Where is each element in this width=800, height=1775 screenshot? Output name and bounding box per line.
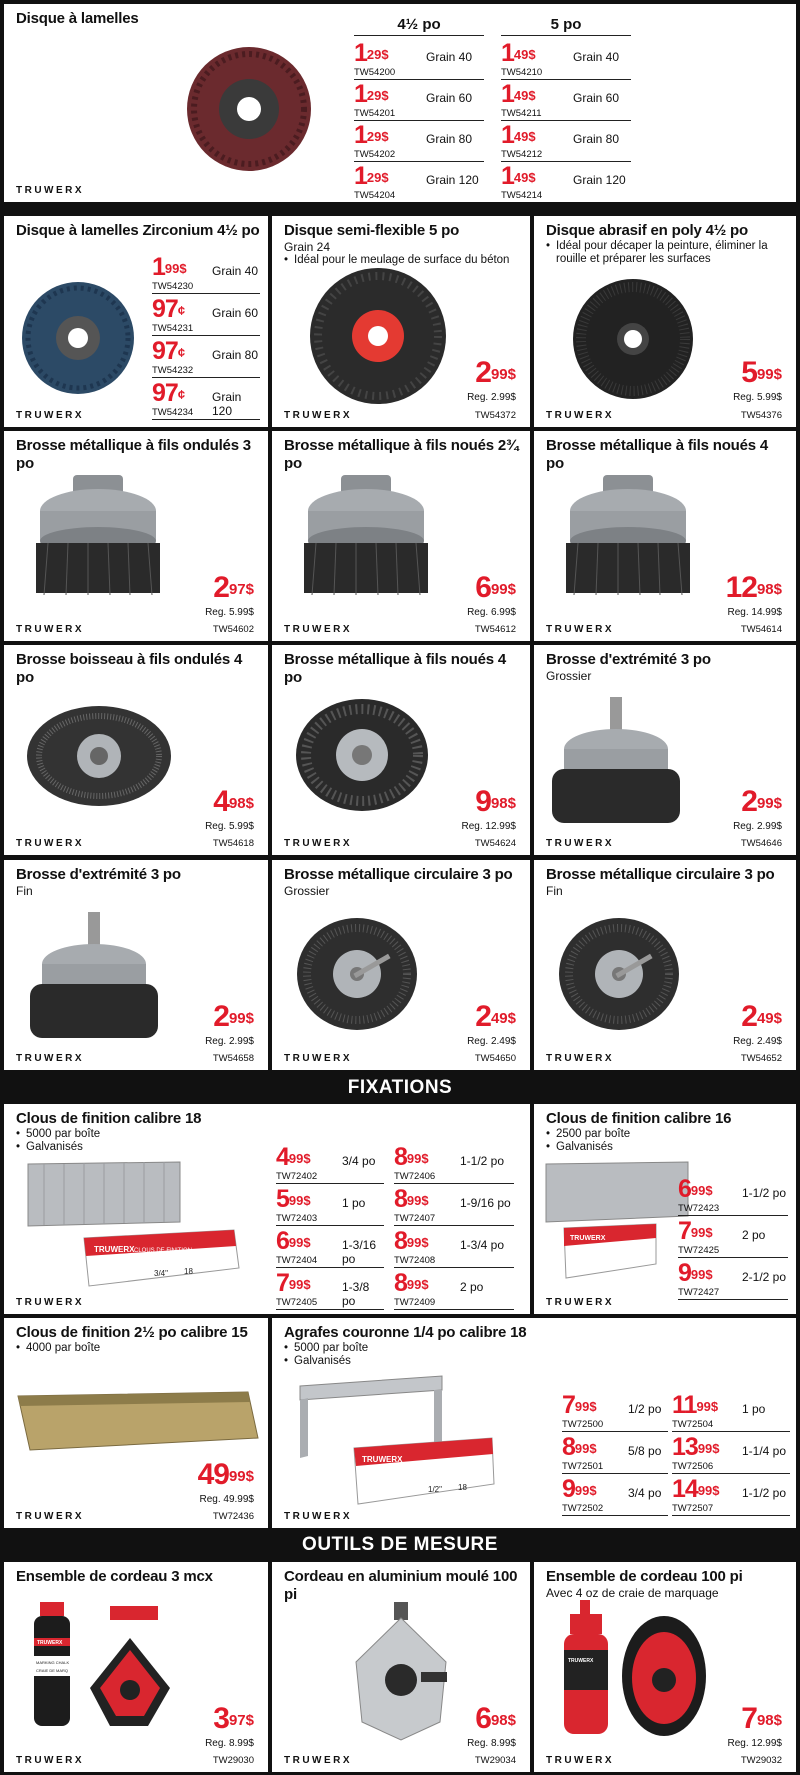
price: $12^{98\$}$	[725, 571, 782, 604]
price: 97¢	[152, 337, 186, 365]
price: $5^{99\$}$	[741, 356, 782, 389]
sku: TW54211	[501, 108, 542, 119]
regular-price: Reg. 8.99$	[467, 1738, 516, 1749]
price: $1^{49\$}$	[501, 39, 536, 67]
price-row	[354, 79, 484, 121]
sku: TW54232	[152, 365, 194, 376]
price: $1^{49\$}$	[501, 162, 536, 190]
sku: TW29030	[212, 1755, 254, 1766]
brand-logo: TRUWERX	[16, 1511, 85, 1522]
price: $8^{99\$}$	[394, 1269, 429, 1297]
product-panel	[534, 431, 796, 641]
product-title: Disque à lamelles	[16, 10, 139, 27]
brand-logo: TRUWERX	[16, 185, 85, 196]
section-header-measuring-tools: OUTILS DE MESURE	[0, 1530, 800, 1560]
price: $5^{99\$}$	[276, 1185, 311, 1213]
product-panel	[534, 645, 796, 855]
sku: TW54210	[501, 67, 543, 78]
product-title: Brosse d'extrémité 3 po	[16, 866, 181, 883]
brand-logo: TRUWERX	[284, 1053, 353, 1064]
variant-label: 1-9/16 po	[460, 1196, 511, 1210]
price: $11^{99\$}$	[672, 1391, 719, 1419]
sku: TW54618	[212, 838, 254, 849]
regular-price: Reg. 12.99$	[727, 1738, 782, 1749]
price: $1^{29\$}$	[354, 39, 389, 67]
variant-label: Grain 60	[573, 91, 620, 105]
sku: TW72507	[672, 1503, 714, 1514]
price-row	[678, 1174, 788, 1216]
price: $1^{29\$}$	[354, 80, 389, 108]
sku: TW54201	[354, 108, 396, 119]
brand-logo: TRUWERX	[546, 624, 615, 635]
product-panel	[272, 216, 530, 427]
product-panel	[272, 860, 530, 1070]
svg-text:CRAIE DE MARQ: CRAIE DE MARQ	[36, 1668, 69, 1673]
svg-text:TRUWERX: TRUWERX	[570, 1235, 606, 1242]
variant-label: 1-1/2 po	[742, 1186, 787, 1200]
variant-label: 1 po	[742, 1402, 766, 1416]
bullet-list: • 2500 par boîte • Galvanisés	[546, 1128, 790, 1154]
regular-price: Reg. 5.99$	[205, 821, 254, 832]
circular-brush-image	[554, 914, 684, 1034]
price: $2^{49\$}$	[741, 1000, 782, 1033]
brand-logo: TRUWERX	[284, 624, 353, 635]
chalk-line-kit-image	[552, 1598, 712, 1738]
bullet-list: • 4000 par boîte	[16, 1342, 262, 1355]
price: $6^{99\$}$	[276, 1227, 311, 1255]
product-subtitle: Fin	[546, 884, 563, 898]
sku: TW54614	[740, 624, 782, 635]
product-title: Disque à lamelles Zirconium 4½ po	[16, 222, 260, 239]
finish-nails-18-panel	[4, 1104, 530, 1314]
product-subtitle: Grain 24	[284, 240, 331, 254]
price: $2^{97\$}$	[213, 571, 254, 604]
price-row	[354, 38, 484, 80]
sku: TW72502	[562, 1503, 604, 1514]
sku: TW54212	[501, 149, 543, 160]
zirconium-disc-image	[20, 280, 136, 396]
zirconium-disc-panel	[4, 216, 268, 427]
price: $14^{99\$}$	[672, 1475, 720, 1503]
svg-text:TRUWERX: TRUWERX	[94, 1245, 135, 1254]
price: 97¢	[152, 379, 186, 407]
variant-label: Grain 120	[573, 173, 626, 187]
price-row	[394, 1184, 514, 1226]
chalk-line-kit-image	[20, 1598, 190, 1728]
price-row	[672, 1474, 790, 1516]
product-title: Brosse métallique circulaire 3 po	[546, 866, 775, 883]
bullet-list: • 5000 par boîte • Galvanisés	[16, 1128, 524, 1154]
product-title: Clous de finition calibre 16	[546, 1110, 732, 1127]
product-title: Ensemble de cordeau 100 pi	[546, 1568, 743, 1585]
price: $4^{99\$}$	[276, 1143, 311, 1171]
sku: TW54204	[354, 190, 396, 201]
cup-brush-image	[558, 471, 698, 601]
price: $1^{99\$}$	[152, 253, 187, 281]
finish-nails-16-panel	[534, 1104, 796, 1314]
price-row	[501, 79, 631, 121]
variant-label: 1/2 po	[628, 1402, 662, 1416]
price-row	[562, 1432, 668, 1474]
flap-disc-panel	[4, 4, 796, 202]
product-panel	[534, 216, 796, 427]
price-row	[276, 1184, 384, 1226]
sku: TW54234	[152, 407, 194, 418]
variant-label: 2-1/2 po	[742, 1270, 787, 1284]
price: $3^{97\$}$	[213, 1702, 254, 1735]
variant-label: Grain 120	[212, 390, 242, 418]
product-title: Brosse boisseau à fils ondulés 4 po	[16, 651, 243, 686]
svg-text:3/4": 3/4"	[154, 1269, 168, 1278]
brand-logo: TRUWERX	[546, 410, 615, 421]
sku: TW54658	[212, 1053, 254, 1064]
product-panel	[534, 860, 796, 1070]
price: $6^{99\$}$	[678, 1175, 713, 1203]
price-row	[394, 1268, 514, 1310]
regular-price: Reg. 5.99$	[205, 607, 254, 618]
price: $8^{99\$}$	[562, 1433, 597, 1461]
sku: TW72423	[678, 1203, 720, 1214]
product-panel	[4, 431, 268, 641]
sku: TW72408	[394, 1255, 436, 1266]
end-brush-image	[24, 912, 164, 1042]
sku: TW72403	[276, 1213, 318, 1224]
regular-price: Reg. 2.99$	[733, 821, 782, 832]
end-brush-image	[546, 697, 686, 827]
price-row	[501, 120, 631, 162]
brand-logo: TRUWERX	[16, 410, 85, 421]
bullet-list: • 5000 par boîte • Galvanisés	[284, 1342, 790, 1368]
variant-label: 2 po	[460, 1280, 484, 1294]
price: $7^{99\$}$	[678, 1217, 713, 1245]
price-row	[678, 1216, 788, 1258]
regular-price: Reg. 14.99$	[727, 607, 782, 618]
sku: TW54230	[152, 281, 194, 292]
crown-staples-panel	[272, 1318, 796, 1528]
price: $9^{98\$}$	[475, 785, 516, 818]
size-header: 5 po	[501, 16, 631, 36]
sku: TW29032	[740, 1755, 782, 1766]
variant-label: 5/8 po	[628, 1444, 662, 1458]
brand-logo: TRUWERX	[284, 1755, 353, 1766]
variant-label: 1-3/16 po	[342, 1238, 377, 1266]
sku: TW72402	[276, 1171, 318, 1182]
regular-price: Reg. 8.99$	[205, 1738, 254, 1749]
brand-logo: TRUWERX	[546, 1755, 615, 1766]
sku: TW72407	[394, 1213, 436, 1224]
price-row	[354, 161, 484, 202]
variant-label: Grain 120	[426, 173, 479, 187]
sku: TW72506	[672, 1461, 714, 1472]
sku: TW54624	[474, 838, 516, 849]
variant-label: 1-1/2 po	[742, 1486, 787, 1500]
sku: TW54214	[501, 190, 543, 201]
cup-brush-image	[28, 471, 168, 601]
sku: TW54202	[354, 149, 396, 160]
price-row	[678, 1258, 788, 1300]
finish-nails-15-panel	[4, 1318, 268, 1528]
bullet-list: • Idéal pour décaper la peinture, éliminer la rouille et préparer les surfaces	[546, 240, 790, 266]
brand-logo: TRUWERX	[284, 410, 353, 421]
variant-label: Grain 80	[573, 132, 620, 146]
regular-price: Reg. 49.99$	[199, 1494, 254, 1505]
svg-text:TRUWERX: TRUWERX	[362, 1455, 403, 1464]
price: 97¢	[152, 295, 186, 323]
size-header: 4½ po	[354, 16, 484, 36]
svg-text:TRUWERX: TRUWERX	[568, 1658, 594, 1664]
staple-box-image	[348, 1434, 498, 1508]
variant-label: 1-1/2 po	[460, 1154, 505, 1168]
price: $13^{99\$}$	[672, 1433, 720, 1461]
section-header-fixations: FIXATIONS	[0, 1073, 800, 1103]
product-title: Cordeau en aluminium moulé 100 pi	[284, 1568, 518, 1603]
sku: TW72406	[394, 1171, 436, 1182]
price: $49^{99\$}$	[197, 1458, 254, 1491]
product-panel	[4, 645, 268, 855]
brand-logo: TRUWERX	[16, 1297, 85, 1308]
regular-price: Reg. 2.49$	[733, 1036, 782, 1047]
brand-logo: TRUWERX	[16, 1755, 85, 1766]
regular-price: Reg. 5.99$	[733, 392, 782, 403]
svg-text:MARKING CHALK: MARKING CHALK	[36, 1660, 70, 1665]
regular-price: Reg. 2.49$	[467, 1036, 516, 1047]
product-title: Brosse métallique à fils ondulés 3 po	[16, 437, 251, 472]
variant-label: 1-3/4 po	[460, 1238, 505, 1252]
price: $2^{99\$}$	[475, 356, 516, 389]
variant-label: Grain 60	[426, 91, 473, 105]
price-row	[152, 336, 260, 378]
svg-text:18: 18	[458, 1483, 467, 1492]
price: $7^{99\$}$	[276, 1269, 311, 1297]
price: $7^{98\$}$	[741, 1702, 782, 1735]
price: $4^{98\$}$	[213, 785, 254, 818]
svg-text:TRUWERX: TRUWERX	[37, 1640, 63, 1646]
price: $8^{99\$}$	[394, 1185, 429, 1213]
price: $1^{29\$}$	[354, 162, 389, 190]
poly-disc-image	[570, 276, 696, 402]
sku: TW72405	[276, 1297, 318, 1308]
regular-price: Reg. 2.99$	[467, 392, 516, 403]
wire-wheel-image	[292, 695, 432, 815]
price: $9^{99\$}$	[562, 1475, 597, 1503]
product-panel	[272, 431, 530, 641]
brand-logo: TRUWERX	[546, 1053, 615, 1064]
product-subtitle: Fin	[16, 884, 33, 898]
sku: TW72409	[394, 1297, 436, 1308]
price: $1^{29\$}$	[354, 121, 389, 149]
product-title: Clous de finition 2½ po calibre 15	[16, 1324, 248, 1341]
nail-box-image	[560, 1222, 660, 1282]
price: $2^{99\$}$	[213, 1000, 254, 1033]
product-panel	[534, 1562, 796, 1772]
product-panel	[4, 860, 268, 1070]
brand-logo: TRUWERX	[546, 838, 615, 849]
price-row	[276, 1268, 384, 1310]
product-subtitle: Grossier	[546, 669, 592, 683]
variant-label: 1-3/8 po	[342, 1280, 370, 1308]
variant-label: 1 po	[342, 1196, 366, 1210]
product-title: Agrafes couronne 1/4 po calibre 18	[284, 1324, 527, 1341]
price-row	[152, 252, 260, 294]
price-row	[276, 1142, 384, 1184]
product-subtitle: Avec 4 oz de craie de marquage	[546, 1586, 719, 1600]
sku: TW72504	[672, 1419, 714, 1430]
price-row	[672, 1390, 790, 1432]
price-row	[501, 38, 631, 80]
variant-label: 3/4 po	[628, 1486, 662, 1500]
sku: TW72500	[562, 1419, 604, 1430]
price-row	[354, 120, 484, 162]
product-title: Brosse métallique à fils noués 2¾ po	[284, 437, 519, 472]
price-row	[562, 1474, 668, 1516]
product-panel	[272, 1562, 530, 1772]
bullet-list: • Idéal pour le meulage de surface du béton	[284, 254, 524, 267]
price-row	[152, 294, 260, 336]
brand-logo: TRUWERX	[284, 838, 353, 849]
sku: TW72501	[562, 1461, 604, 1472]
product-title: Disque semi-flexible 5 po	[284, 222, 460, 239]
product-title: Brosse d'extrémité 3 po	[546, 651, 711, 668]
variant-label: Grain 40	[212, 264, 259, 278]
semi-flex-disc-image	[308, 266, 448, 406]
product-title: Clous de finition calibre 18	[16, 1110, 202, 1127]
price: $9^{99\$}$	[678, 1259, 713, 1287]
sku: TW54376	[740, 410, 782, 421]
sku: TW54612	[474, 624, 516, 635]
sku: TW54650	[474, 1053, 516, 1064]
product-title: Brosse métallique à fils noués 4 po	[546, 437, 769, 472]
variant-label: 1-1/4 po	[742, 1444, 787, 1458]
product-title: Disque abrasif en poly 4½ po	[546, 222, 748, 239]
brand-logo: TRUWERX	[16, 624, 85, 635]
circular-brush-image	[292, 914, 422, 1034]
price: $1^{49\$}$	[501, 80, 536, 108]
angled-nail-strip-image	[14, 1388, 262, 1458]
sku: TW54652	[740, 1053, 782, 1064]
sku: TW54200	[354, 67, 396, 78]
variant-label: Grain 60	[212, 306, 259, 320]
price: $8^{99\$}$	[394, 1227, 429, 1255]
svg-text:1/2": 1/2"	[428, 1485, 442, 1494]
variant-label: Grain 40	[426, 50, 473, 64]
svg-text:CLOUS DE FINITION: CLOUS DE FINITION	[134, 1248, 193, 1254]
sku: TW72425	[678, 1245, 720, 1256]
sku: TW72404	[276, 1255, 318, 1266]
price-row	[394, 1226, 514, 1268]
cup-brush-image	[296, 471, 436, 601]
sku: TW54602	[212, 624, 254, 635]
brand-logo: TRUWERX	[546, 1297, 615, 1308]
sku: TW72436	[212, 1511, 254, 1522]
sku: TW72427	[678, 1287, 720, 1298]
brand-logo: TRUWERX	[284, 1511, 353, 1522]
regular-price: Reg. 12.99$	[461, 821, 516, 832]
product-panel	[4, 1562, 268, 1772]
variant-label: 2 po	[742, 1228, 766, 1242]
price-row	[501, 161, 631, 202]
price: $7^{99\$}$	[562, 1391, 597, 1419]
brand-logo: TRUWERX	[16, 1053, 85, 1064]
nail-box-image	[74, 1228, 244, 1290]
cup-brush-image	[24, 701, 174, 811]
brand-logo: TRUWERX	[16, 838, 85, 849]
price: $2^{49\$}$	[475, 1000, 516, 1033]
price: $8^{99\$}$	[394, 1143, 429, 1171]
regular-price: Reg. 6.99$	[467, 607, 516, 618]
product-title: Brosse métallique circulaire 3 po	[284, 866, 513, 883]
variant-label: 3/4 po	[342, 1154, 376, 1168]
price: $6^{98\$}$	[475, 1702, 516, 1735]
regular-price: Reg. 2.99$	[205, 1036, 254, 1047]
price: $1^{49\$}$	[501, 121, 536, 149]
price-row	[562, 1390, 668, 1432]
price: $2^{99\$}$	[741, 785, 782, 818]
svg-text:18: 18	[184, 1267, 193, 1276]
sku: TW54372	[474, 410, 516, 421]
variant-label: Grain 80	[212, 348, 259, 362]
price-row	[394, 1142, 514, 1184]
product-title: Ensemble de cordeau 3 mcx	[16, 1568, 213, 1585]
sku: TW54646	[740, 838, 782, 849]
product-title: Brosse métallique à fils noués 4 po	[284, 651, 507, 686]
aluminum-chalk-reel-image	[346, 1602, 456, 1742]
variant-label: Grain 80	[426, 132, 473, 146]
price: $6^{99\$}$	[475, 571, 516, 604]
sku: TW54231	[152, 323, 194, 334]
flap-disc-image	[184, 44, 314, 174]
price-row	[152, 378, 260, 420]
price-row	[276, 1226, 384, 1268]
product-subtitle: Grossier	[284, 884, 330, 898]
price-row	[672, 1432, 790, 1474]
variant-label: Grain 40	[573, 50, 620, 64]
product-panel	[272, 645, 530, 855]
sku: TW29034	[474, 1755, 516, 1766]
